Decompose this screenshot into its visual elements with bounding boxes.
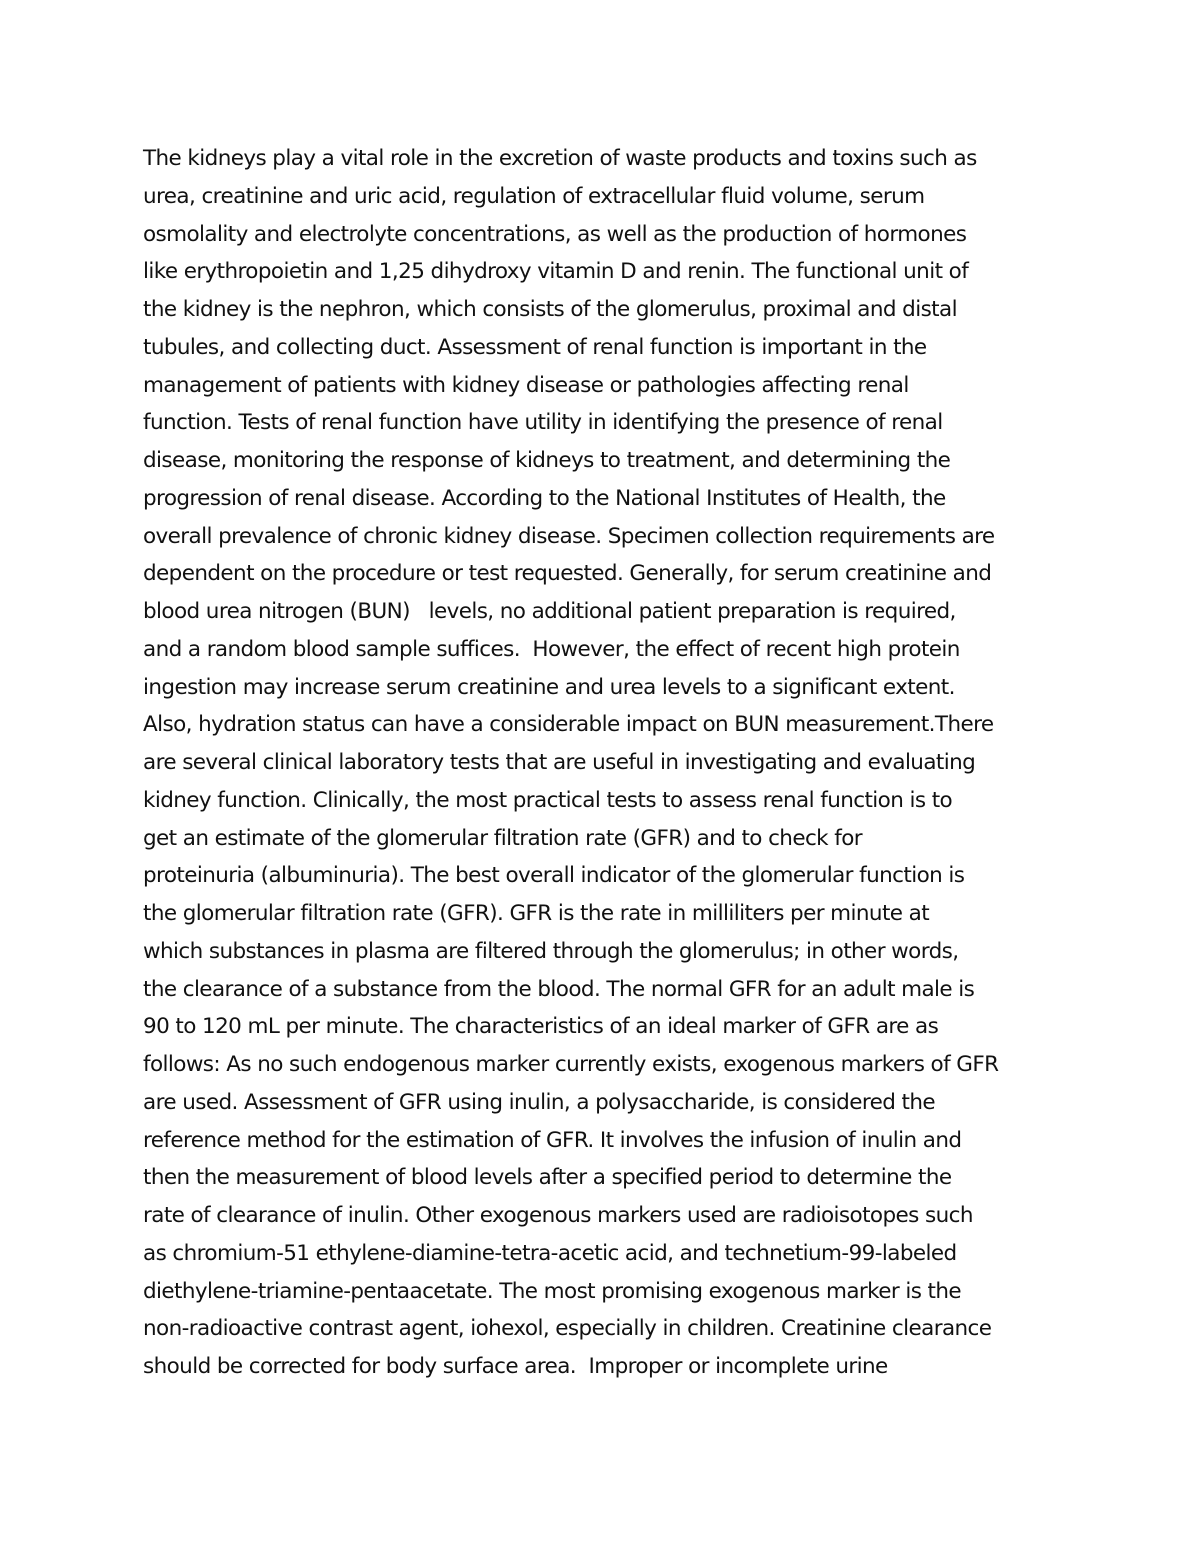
text-line: then the measurement of blood levels after a specified period to determine the — [143, 1165, 952, 1191]
text-line: are used. Assessment of GFR using inulin, a polysaccharide, is considered the — [143, 1089, 936, 1115]
text-line: get an estimate of the glomerular filtration rate (GFR) and to check for — [143, 825, 863, 851]
text-line: rate of clearance of inulin. Other exogenous markers used are radioisotopes such — [143, 1203, 973, 1228]
text-line: osmolality and electrolyte concentrations, as well as the production of hormones — [143, 221, 967, 247]
text-line: the kidney is the nephron, which consists of the glomerulus, proximal and distal — [143, 297, 957, 322]
text-line: non-radioactive contrast agent, iohexol, especially in children. Creatinine clearance — [143, 1316, 992, 1342]
text-line: are several clinical laboratory tests that are useful in investigating and evaluating — [143, 750, 976, 775]
text-line: the clearance of a substance from the blood. The normal GFR for an adult male is — [143, 976, 975, 1002]
text-line: proteinuria (albuminuria). The best overall indicator of the glomerular function is — [143, 863, 965, 889]
text-line: disease, monitoring the response of kidneys to treatment, and determining the — [143, 448, 951, 473]
text-line: dependent on the procedure or test requested. Generally, for serum creatinine and — [143, 561, 992, 587]
text-line: the glomerular filtration rate (GFR). GFR is the rate in milliliters per minute at — [143, 901, 930, 926]
body-paragraph — [143, 140, 1073, 1386]
text-line: like erythropoietin and 1,25 dihydroxy vitamin D and renin. The functional unit of — [143, 259, 969, 285]
text-line: urea, creatinine and uric acid, regulation of extracellular fluid volume, serum — [143, 183, 925, 209]
text-line: and a random blood sample suffices. However, the effect of recent high protein — [143, 636, 960, 662]
text-line: as chromium-51 ethylene-diamine-tetra-acetic acid, and technetium-99-labeled — [143, 1240, 957, 1266]
text-line: diethylene-triamine-pentaacetate. The most promising exogenous marker is the — [143, 1278, 962, 1304]
text-line: should be corrected for body surface area. Improper or incomplete urine — [143, 1354, 888, 1379]
text-line: 90 to 120 mL per minute. The characteristics of an ideal marker of GFR are as — [143, 1014, 939, 1040]
text-line: The kidneys play a vital role in the excretion of waste products and toxins such as — [143, 146, 977, 171]
text-line: Also, hydration status can have a considerable impact on BUN measurement.There — [143, 712, 994, 738]
text-line: follows: As no such endogenous marker currently exists, exogenous markers of GFR — [143, 1052, 999, 1077]
text-line: overall prevalence of chronic kidney disease. Specimen collection requirements are — [143, 523, 995, 549]
text-line: ingestion may increase serum creatinine and urea levels to a significant extent. — [143, 674, 955, 700]
text-line: function. Tests of renal function have utility in identifying the presence of renal — [143, 410, 943, 436]
text-line: progression of renal disease. According to the National Institutes of Health, the — [143, 485, 946, 511]
text-line: which substances in plasma are filtered through the glomerulus; in other words, — [143, 938, 959, 964]
text-line: reference method for the estimation of GFR. It involves the infusion of inulin and — [143, 1127, 962, 1153]
text-line: kidney function. Clinically, the most practical tests to assess renal function is to — [143, 787, 953, 813]
text-line: management of patients with kidney disease or pathologies affecting renal — [143, 372, 909, 398]
text-line: tubules, and collecting duct. Assessment of renal function is important in the — [143, 334, 927, 360]
text-line: blood urea nitrogen (BUN) levels, no additional patient preparation is required, — [143, 599, 956, 624]
